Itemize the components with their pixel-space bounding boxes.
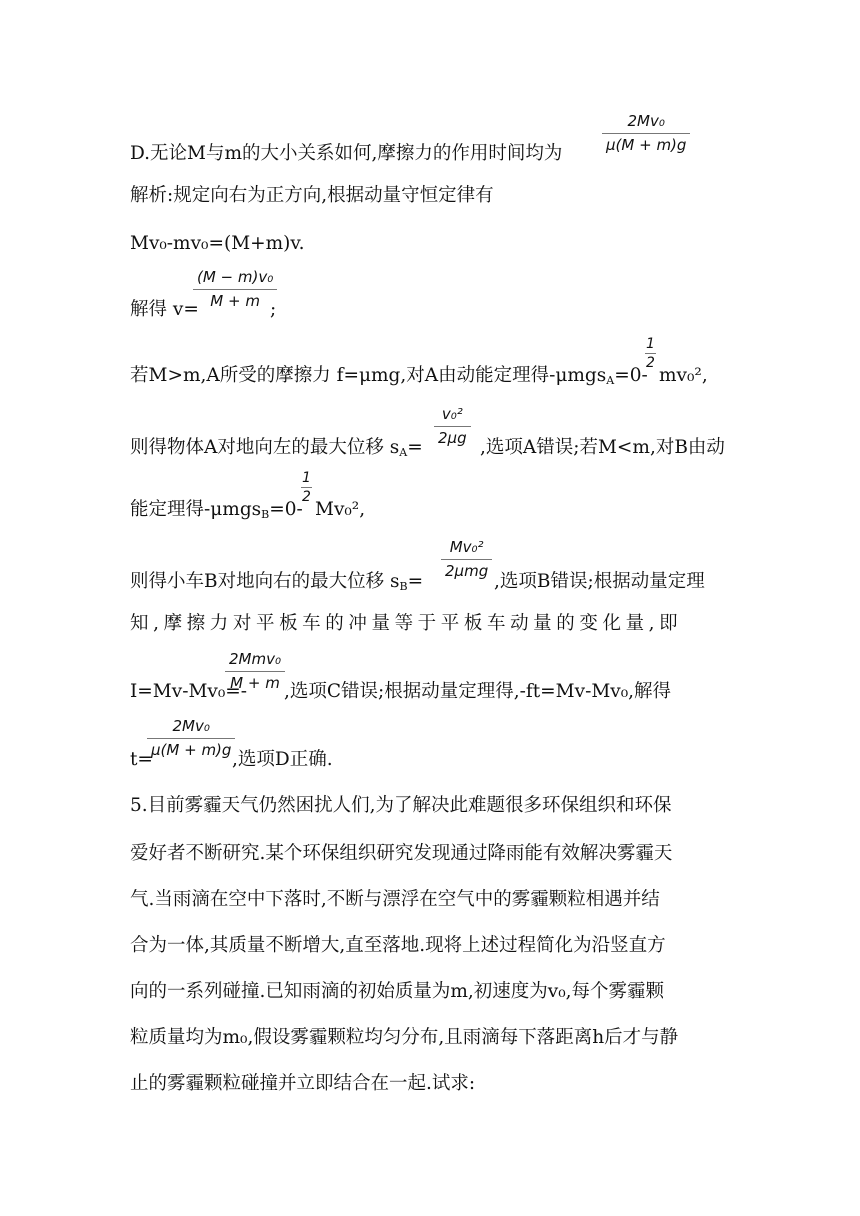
question-5-line-1 — [130, 794, 672, 818]
fraction-denominator: 2 — [302, 489, 311, 505]
question-5-text-4: 合为一体,其质量不断增大,直至落地.现将上述过程简化为沿竖直方 — [130, 935, 666, 956]
fraction-numerator: 1 — [302, 470, 311, 486]
question-5-line-6 — [130, 1026, 678, 1050]
time-result-suffix — [232, 748, 333, 772]
question-5-line-3 — [130, 888, 660, 912]
displacement-a-prefix: 则得物体A对地向左的最大位移 s — [130, 437, 400, 458]
fraction-denominator: μ(M + m)g — [606, 136, 687, 154]
subscript: B — [261, 508, 270, 521]
subscript: A — [606, 374, 615, 387]
half-fraction — [645, 336, 656, 371]
question-5-text-5: 向的一系列碰撞.已知雨滴的初始质量为m,初速度为v₀,每个雾霾颗 — [130, 981, 665, 1002]
analysis-line — [130, 184, 494, 208]
question-5-text-6: 粒质量均为m₀,假设雾霾颗粒均匀分布,且雨滴每下落距离h后才与静 — [130, 1027, 679, 1048]
time-fraction — [147, 717, 235, 759]
question-5-line-4 — [130, 934, 666, 958]
velocity-fraction — [193, 268, 277, 310]
velocity-result-line — [130, 298, 199, 322]
impulse-equation-prefix: I=Mv-Mv₀=- — [130, 681, 248, 702]
fraction-denominator: M + m — [210, 292, 260, 310]
analysis-text: 解析:规定向右为正方向,根据动量守恒定律有 — [130, 185, 494, 206]
question-5-text-1: 5.目前雾霾天气仍然困扰人们,为了解决此难题很多环保组织和环保 — [130, 795, 672, 816]
velocity-result-end — [270, 298, 276, 322]
case-b-text: 能定理得-μmgs — [130, 499, 262, 520]
subscript: A — [399, 446, 408, 459]
impulse-fraction — [225, 650, 285, 692]
fraction-numerator: Mv₀² — [449, 538, 484, 556]
fraction-denominator: 2 — [646, 355, 655, 371]
time-result-post: ,选项D正确. — [232, 749, 333, 770]
displacement-a-fraction — [434, 405, 471, 447]
impulse-equation-suffix — [284, 680, 671, 704]
case-mid: =0- — [614, 365, 648, 386]
question-5-line-7 — [130, 1072, 475, 1096]
case-end-text: mv₀², — [659, 365, 708, 386]
case-m-greater-line — [130, 364, 648, 393]
option-d-text: D.无论M与m的大小关系如何,摩擦力的作用时间均为 — [130, 143, 563, 164]
fraction-denominator: M + m — [230, 674, 280, 692]
impulse-equation-post: ,选项C错误;根据动量定理得,-ft=Mv-Mv₀,解得 — [284, 681, 672, 702]
semicolon: ; — [270, 299, 277, 320]
case-b-end-text: Mv₀², — [315, 499, 366, 520]
fraction-numerator: v₀² — [441, 405, 463, 423]
momentum-equation-line — [130, 232, 305, 256]
fraction-numerator: 2Mv₀ — [627, 112, 665, 130]
question-5-text-7: 止的雾霾颗粒碰撞并立即结合在一起.试求: — [130, 1073, 476, 1094]
momentum-equation: Mv₀-mv₀=(M+m)v. — [130, 233, 305, 254]
impulse-line — [130, 612, 682, 636]
displacement-a-line — [130, 436, 423, 465]
displacement-b-prefix: 则得小车B对地向右的最大位移 s — [130, 571, 400, 592]
fraction-denominator: 2μg — [438, 429, 467, 447]
displacement-b-line — [130, 570, 423, 599]
option-d-fraction — [602, 112, 690, 154]
question-5-line-2 — [130, 842, 672, 866]
half-fraction-b — [301, 470, 312, 505]
question-5-text-3: 气.当雨滴在空中下落时,不断与漂浮在空气中的雾霾颗粒相遇并结 — [130, 889, 660, 910]
option-d-line — [130, 142, 562, 166]
displacement-b-suffix — [494, 570, 705, 594]
equals: = — [407, 571, 424, 592]
equals: = — [407, 437, 423, 458]
case-b-line — [130, 498, 303, 527]
displacement-b-fraction — [441, 538, 492, 580]
fraction-numerator: (M − m)v₀ — [197, 268, 274, 286]
question-5-text-2: 爱好者不断研究.某个环保组织研究发现通过降雨能有效解决雾霾天 — [130, 843, 673, 864]
displacement-a-suffix — [480, 436, 725, 460]
question-5-line-5 — [130, 980, 664, 1004]
fraction-numerator: 2Mv₀ — [172, 717, 210, 735]
fraction-numerator: 2Mmv₀ — [229, 650, 281, 668]
displacement-b-post: ,选项B错误;根据动量定理 — [494, 571, 705, 592]
fraction-numerator: 1 — [646, 336, 655, 352]
subscript: B — [399, 580, 408, 593]
fraction-denominator: 2μmg — [445, 562, 489, 580]
fraction-denominator: μ(M + m)g — [151, 741, 232, 759]
displacement-a-post: ,选项A错误;若M<m,对B由动 — [480, 437, 725, 458]
time-result-prefix: t= — [130, 749, 153, 770]
impulse-text: 知,摩擦力对平板车的冲量等于平板车动量的变化量,即 — [130, 613, 683, 634]
velocity-result-prefix: 解得 v= — [130, 299, 199, 320]
case-b-end — [315, 498, 365, 522]
case-text: 若M>m,A所受的摩擦力 f=μmg,对A由动能定理得-μmgs — [130, 365, 607, 386]
case-end — [659, 364, 708, 388]
case-b-mid: =0- — [269, 499, 303, 520]
